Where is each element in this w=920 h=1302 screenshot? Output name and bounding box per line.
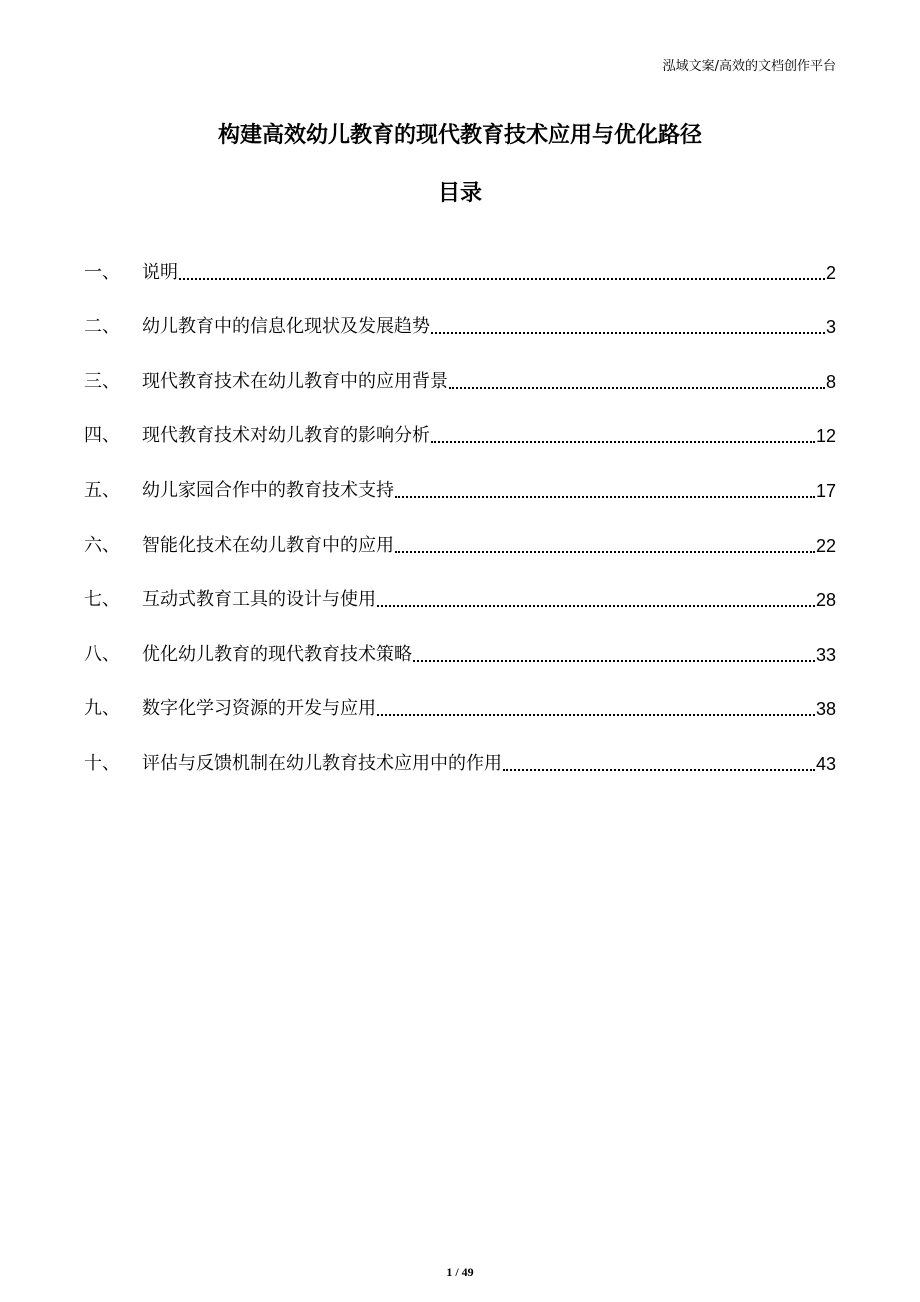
toc-entry-number: 九、 <box>84 698 120 720</box>
toc-entry-page: 3 <box>825 317 836 338</box>
toc-entry-page: 8 <box>825 371 836 392</box>
toc-entry-label: 优化幼儿教育的现代教育技术策略 <box>142 643 412 665</box>
toc-entry[interactable] <box>84 289 836 344</box>
toc-entry-label: 说明 <box>142 261 178 283</box>
page-header: 泓域文案/高效的文档创作平台 <box>662 59 836 74</box>
toc-dot-leader <box>377 605 815 607</box>
toc-entry-page: 33 <box>815 644 836 665</box>
toc-entry[interactable] <box>84 671 836 726</box>
toc-entry[interactable] <box>84 234 836 289</box>
toc-dot-leader <box>431 441 815 443</box>
toc-entry-page: 38 <box>815 699 836 720</box>
toc-dot-leader <box>449 387 825 389</box>
toc-entry-page: 22 <box>815 535 836 556</box>
toc-entry-number: 七、 <box>84 589 120 611</box>
toc-entry-label: 幼儿家园合作中的教育技术支持 <box>142 479 394 501</box>
toc-entry-page: 43 <box>815 753 836 774</box>
toc-dot-leader <box>431 332 825 334</box>
toc-entry-label: 数字化学习资源的开发与应用 <box>142 698 376 720</box>
toc-entry-page: 12 <box>815 426 836 447</box>
toc-dot-leader <box>395 551 815 553</box>
toc-entry-label: 智能化技术在幼儿教育中的应用 <box>142 534 394 556</box>
toc-entry-page: 2 <box>825 262 836 283</box>
toc-entry-page: 17 <box>815 480 836 501</box>
toc-entry-number: 八、 <box>84 643 120 665</box>
toc-entry[interactable] <box>84 398 836 453</box>
toc-entry-number: 三、 <box>84 370 120 392</box>
toc-entry-number: 六、 <box>84 534 120 556</box>
toc-dot-leader <box>395 496 815 498</box>
toc-entry[interactable] <box>84 507 836 562</box>
toc-dot-leader <box>179 278 825 280</box>
toc-entry[interactable] <box>84 725 836 780</box>
toc-entry-label: 现代教育技术对幼儿教育的影响分析 <box>142 425 430 447</box>
table-of-contents <box>84 234 836 780</box>
toc-dot-leader <box>413 660 815 662</box>
toc-entry[interactable] <box>84 343 836 398</box>
document-title: 构建高效幼儿教育的现代教育技术应用与优化路径 <box>217 123 702 148</box>
toc-dot-leader <box>503 769 815 771</box>
toc-entry-label: 幼儿教育中的信息化现状及发展趋势 <box>142 316 430 338</box>
toc-heading: 目录 <box>437 181 482 206</box>
toc-entry-page: 28 <box>815 590 836 611</box>
toc-entry[interactable] <box>84 452 836 507</box>
toc-entry-number: 十、 <box>84 752 120 774</box>
toc-entry-label: 评估与反馈机制在幼儿教育技术应用中的作用 <box>142 752 502 774</box>
toc-entry[interactable] <box>84 616 836 671</box>
toc-entry-number: 二、 <box>84 316 120 338</box>
toc-entry-label: 现代教育技术在幼儿教育中的应用背景 <box>142 370 448 392</box>
toc-entry-label: 互动式教育工具的设计与使用 <box>142 589 376 611</box>
toc-entry[interactable] <box>84 562 836 617</box>
toc-entry-number: 四、 <box>84 425 120 447</box>
toc-entry-number: 五、 <box>84 479 120 501</box>
toc-dot-leader <box>377 714 815 716</box>
page-number-indicator: 1 / 49 <box>446 1265 474 1279</box>
toc-entry-number: 一、 <box>84 261 120 283</box>
